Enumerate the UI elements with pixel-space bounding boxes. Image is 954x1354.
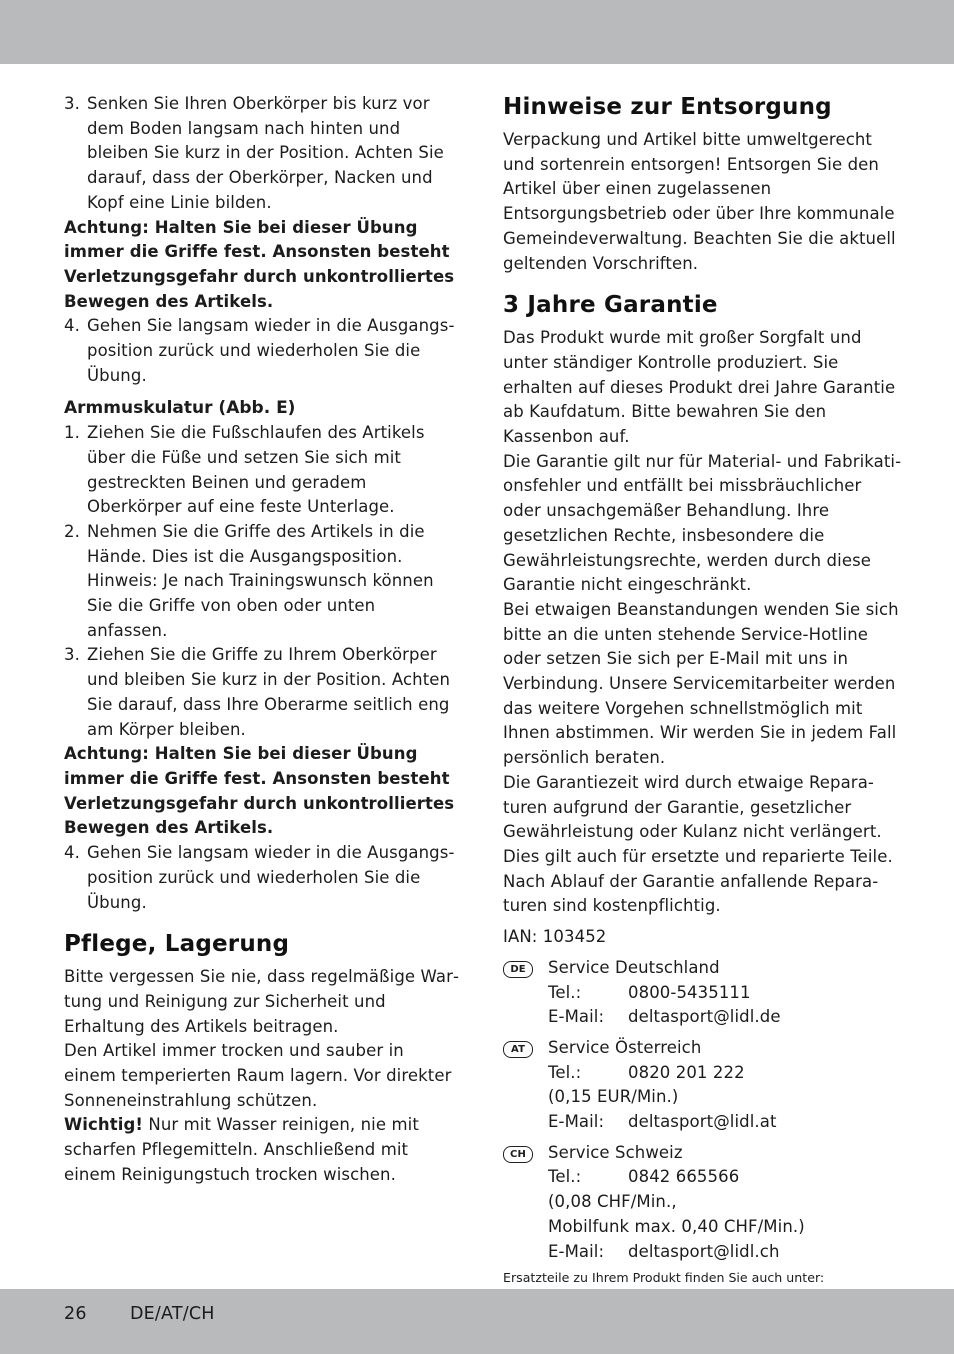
country-badge-at: AT bbox=[503, 1041, 533, 1058]
list-text: Ziehen Sie die Fußschlaufen des Artikels über die Füße und setzen Sie sich mit gestreckten Beinen und geradem Oberkörper auf eine feste Unterlage. bbox=[87, 423, 425, 517]
email-value: deltasport@lidl.de bbox=[628, 1007, 781, 1027]
list-text: Gehen Sie langsam wieder in die Ausgangsposition zurück und wiederholen Sie die Übung. bbox=[87, 316, 455, 385]
list-number: 3. bbox=[64, 94, 80, 113]
warranty-paragraph: Die Garantie gilt nur für Material- und Fabrikationsfehler und entfällt bei missbräuchlicher oder unsachgemäßer Behandlung. Ihre gesetzlichen Rechte, insbesondere die Gewährleistungsrechte, werden durch diese Garantie nicht eingeschränkt. bbox=[503, 451, 902, 595]
right-column bbox=[503, 92, 903, 1308]
service-rate-note: (0,15 EUR/Min.) bbox=[548, 1087, 679, 1107]
list-text: Gehen Sie langsam wieder in die Ausgangsposition zurück und wiederholen Sie die Übung. bbox=[87, 843, 455, 912]
email-label: E-Mail: bbox=[548, 1241, 605, 1261]
header-bar bbox=[0, 0, 954, 64]
important-label: Wichtig! bbox=[64, 1115, 144, 1135]
service-email-row bbox=[548, 1005, 903, 1030]
tel-label: Tel.: bbox=[548, 982, 582, 1002]
service-title: Service Österreich bbox=[548, 1037, 702, 1057]
service-email-row bbox=[548, 1110, 903, 1135]
tel-label: Tel.: bbox=[548, 1167, 582, 1187]
tel-label: Tel.: bbox=[548, 1062, 582, 1082]
list-item bbox=[64, 841, 459, 915]
email-value: deltasport@lidl.ch bbox=[628, 1241, 780, 1261]
warning-text: Achtung: Halten Sie bei dieser Übung immer die Griffe fest. Ansonsten besteht Verletzungsgefahr durch unkontrolliertes Bewegen des Artikels. bbox=[64, 744, 455, 838]
spare-parts-note: Ersatzteile zu Ihrem Produkt finden Sie auch unter: bbox=[503, 1270, 825, 1286]
disposal-paragraph: Verpackung und Artikel bitte umweltgerecht und sortenrein entsorgen! Entsorgen Sie den Artikel über einen zugelassenen Entsorgungsbetrieb oder über Ihre kommunale Gemeindeverwaltung. Beachten Sie die aktuell geltenden Vorschriften. bbox=[503, 130, 896, 273]
service-block-at bbox=[503, 1036, 903, 1135]
service-block-de bbox=[503, 956, 903, 1030]
tel-value: 0842 665566 bbox=[628, 1167, 740, 1187]
section-heading: 3 Jahre Garantie bbox=[503, 292, 718, 319]
list-text: Ziehen Sie die Griffe zu Ihrem Oberkörper und bleiben Sie kurz in der Position. Achten Sie darauf, dass Ihre Oberarme seitlich eng am Körper bleiben. bbox=[87, 645, 451, 739]
service-rate-note: (0,08 CHF/Min., bbox=[548, 1192, 677, 1212]
care-paragraph: Den Artikel immer trocken und sauber in einem temperierten Raum lagern. Vor direkter Sonneneinstrahlung schützen. bbox=[64, 1041, 452, 1110]
service-title: Service Deutschland bbox=[548, 957, 720, 977]
country-badge-de: DE bbox=[503, 961, 533, 978]
service-tel-row bbox=[548, 981, 903, 1006]
list-number: 3. bbox=[64, 645, 80, 665]
section-heading: Pflege, Lagerung bbox=[64, 931, 290, 958]
left-column bbox=[64, 92, 459, 1188]
service-title: Service Schweiz bbox=[548, 1142, 683, 1162]
service-rate-note: Mobilfunk max. 0,40 CHF/Min.) bbox=[548, 1216, 805, 1236]
service-tel-row bbox=[548, 1061, 903, 1086]
list-item bbox=[64, 314, 459, 388]
tel-value: 0800-5435111 bbox=[628, 982, 751, 1002]
list-number: 1. bbox=[64, 423, 80, 443]
section-heading: Hinweise zur Entsorgung bbox=[503, 94, 832, 120]
country-badge-ch: CH bbox=[503, 1146, 533, 1163]
warranty-paragraph: Bei etwaigen Beanstandungen wenden Sie sich bitte an die unten stehende Service-Hotline oder setzen Sie sich per E-Mail mit uns in Verbindung. Unsere Servicemitarbeiter werden das weitere Vorgehen schnellstmöglich mit Ihnen abstimmen. Wir werden Sie in jedem Fall persönlich beraten. bbox=[503, 599, 899, 768]
email-label: E-Mail: bbox=[548, 1112, 605, 1132]
care-important bbox=[64, 1113, 459, 1187]
list-item bbox=[64, 421, 459, 520]
page-number: 26 bbox=[64, 1304, 87, 1324]
list-text: Senken Sie Ihren Oberkörper bis kurz vor dem Boden langsam nach hinten und bleiben Sie kurz in der Position. Achten Sie darauf, dass der Oberkörper, Nacken und Kopf eine Linie bilden. bbox=[87, 94, 444, 212]
region-label: DE/AT/CH bbox=[130, 1304, 215, 1324]
warranty-paragraph: Das Produkt wurde mit großer Sorgfalt und unter ständiger Kontrolle produziert. Sie erhalten auf dieses Produkt drei Jahre Garantie ab Kaufdatum. Bitte bewahren Sie den Kassenbon auf. bbox=[503, 328, 896, 447]
list-number: 4. bbox=[64, 843, 80, 863]
ian-number: IAN: 103452 bbox=[503, 927, 607, 947]
list-item bbox=[64, 643, 459, 742]
list-text: Nehmen Sie die Griffe des Artikels in die Hände. Dies ist die Ausgangsposition. Hinweis: Je nach Trainingswunsch können Sie die Griffe von oben oder unten anfassen. bbox=[87, 521, 434, 640]
email-label: E-Mail: bbox=[548, 1007, 605, 1027]
service-email-row bbox=[548, 1240, 903, 1265]
list-item bbox=[64, 520, 459, 644]
warranty-paragraph: Die Garantiezeit wird durch etwaige Reparaturen aufgrund der Garantie, gesetzlicher Gewährleistung oder Kulanz nicht verlängert. Dies gilt auch für ersetzte und reparierte Teile. Nach Ablauf der Garantie anfallende Reparaturen sind kostenpflichtig. bbox=[503, 772, 893, 916]
list-number: 2. bbox=[64, 521, 80, 541]
email-value: deltasport@lidl.at bbox=[628, 1112, 777, 1132]
section-subheading: Armmuskulatur (Abb. E) bbox=[64, 398, 296, 419]
list-item bbox=[64, 92, 459, 216]
important-text: Nur mit Wasser reinigen, nie mit scharfen Pflegemitteln. Anschließend mit einem Reinigungstuch trocken wischen. bbox=[64, 1115, 419, 1184]
service-tel-row bbox=[548, 1165, 903, 1190]
service-block-ch bbox=[503, 1141, 903, 1265]
tel-value: 0820 201 222 bbox=[628, 1062, 745, 1082]
warning-text: Achtung: Halten Sie bei dieser Übung immer die Griffe fest. Ansonsten besteht Verletzungsgefahr durch unkontrolliertes Bewegen des Artikels. bbox=[64, 217, 455, 311]
care-paragraph: Bitte vergessen Sie nie, dass regelmäßige Wartung und Reinigung zur Sicherheit und Erhaltung des Artikels beitragen. bbox=[64, 967, 459, 1036]
list-number: 4. bbox=[64, 316, 80, 336]
